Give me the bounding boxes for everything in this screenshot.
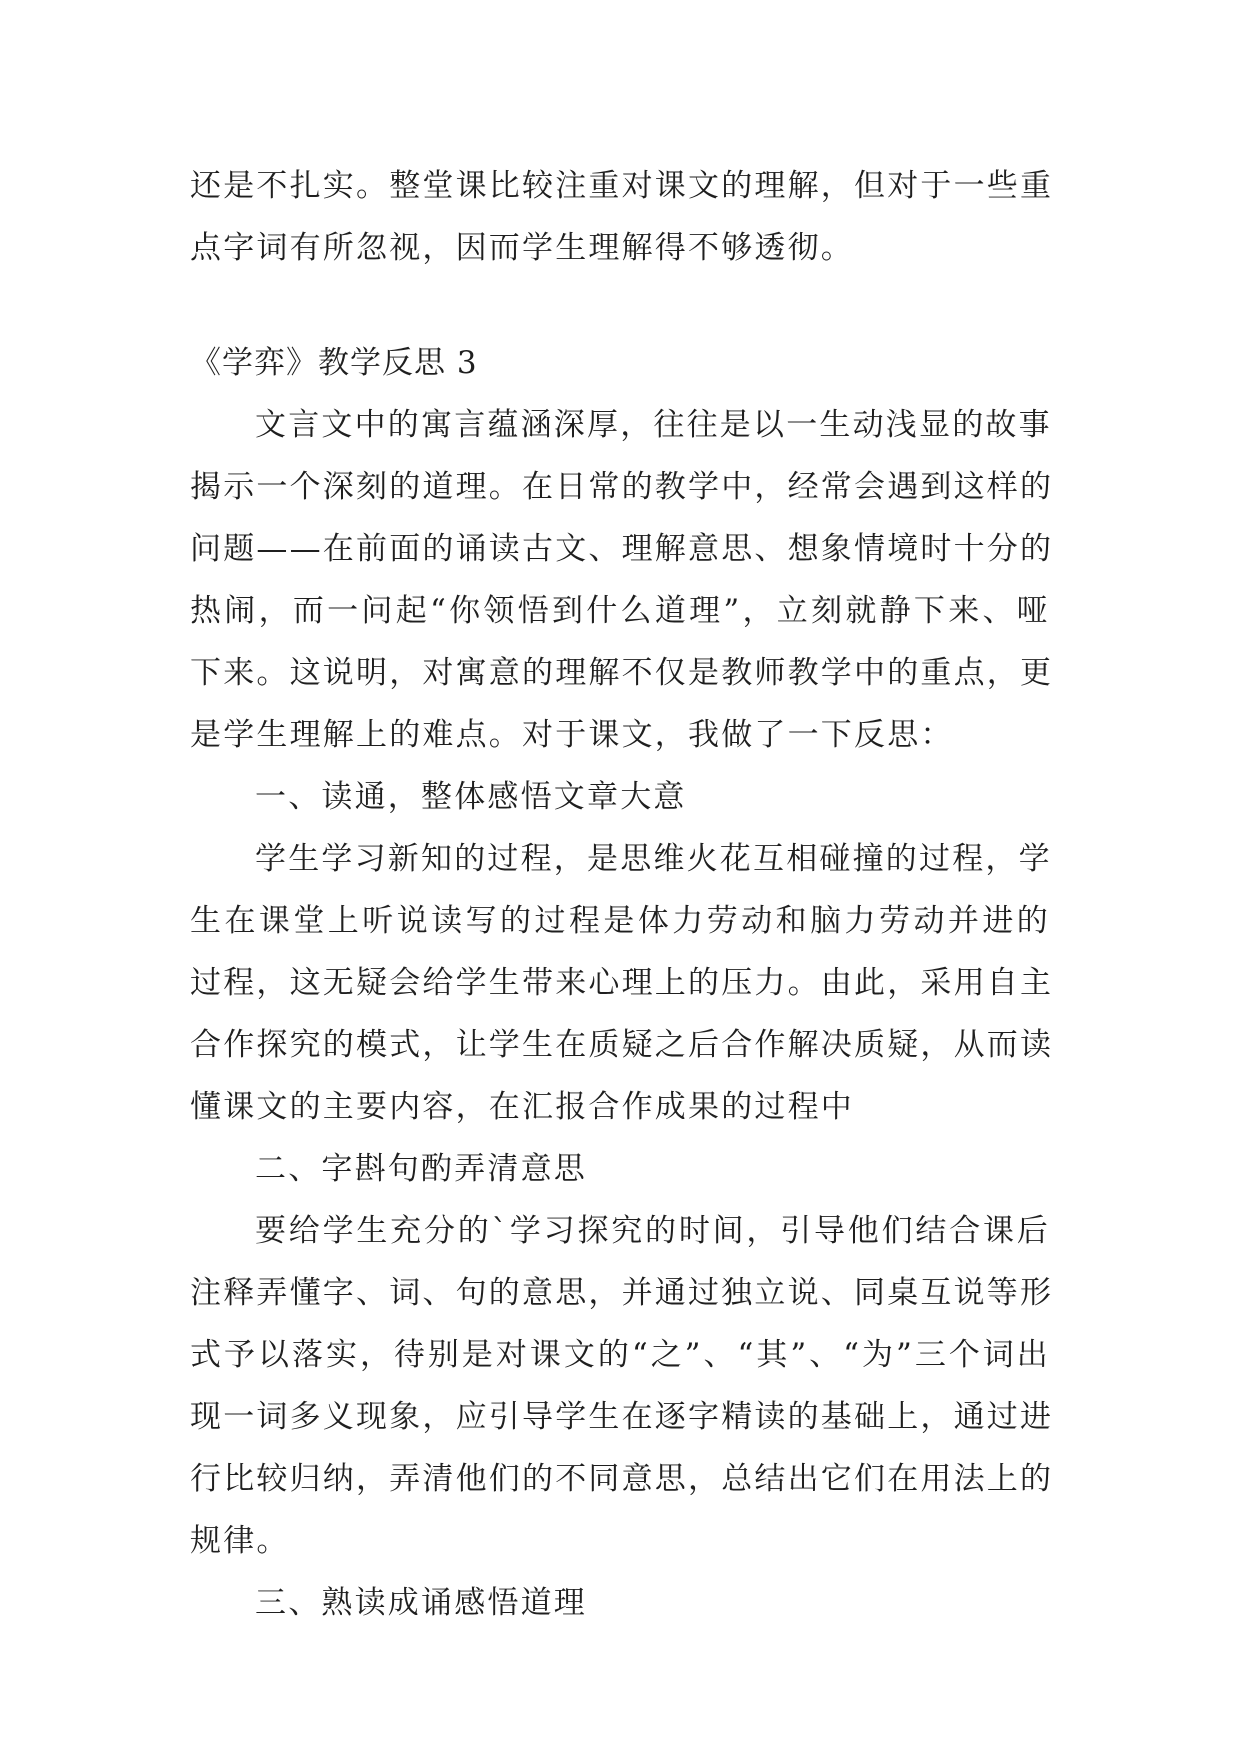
subheading: 一、读通，整体感悟文章大意 (255, 779, 687, 815)
text-line: 点字词有所忽视，因而学生理解得不够透彻。 (190, 230, 854, 266)
text-line: 注释弄懂字、词、句的意思，并通过独立说、同桌互说等形 (190, 1275, 1054, 1311)
text-line: 问题——在前面的诵读古文、理解意思、想象情境时十分的 (190, 531, 1054, 567)
text-line: 合作探究的模式，让学生在质疑之后合作解决质疑，从而读 (190, 1027, 1054, 1063)
text-line: 还是不扎实。整堂课比较注重对课文的理解，但对于一些重 (190, 168, 1054, 204)
text-line: 式予以落实，待别是对课文的“之”、“其”、“为”三个词出 (190, 1337, 1050, 1373)
text-line: 下来。这说明，对寓意的理解不仅是教师教学中的重点，更 (190, 655, 1054, 691)
text-line: 懂课文的主要内容，在汇报合作成果的过程中 (190, 1089, 854, 1125)
section-title: 《学弈》教学反思 3 (190, 345, 478, 381)
text-line: 生在课堂上听说读写的过程是体力劳动和脑力劳动并进的 (190, 903, 1050, 939)
text-line: 要给学生充分的`学习探究的时间，引导他们结合课后 (255, 1213, 1050, 1249)
subheading: 二、字斟句酌弄清意思 (255, 1151, 587, 1187)
text-line: 热闹，而一问起“你领悟到什么道理”，立刻就静下来、哑 (190, 593, 1050, 629)
text-line: 是学生理解上的难点。对于课文，我做了一下反思： (190, 717, 954, 753)
text-line: 过程，这无疑会给学生带来心理上的压力。由此，采用自主 (190, 965, 1054, 1001)
text-line: 揭示一个深刻的道理。在日常的教学中，经常会遇到这样的 (190, 469, 1054, 505)
text-line: 规律。 (190, 1523, 290, 1559)
text-line: 文言文中的寓言蕴涵深厚，往往是以一生动浅显的故事 (255, 407, 1052, 443)
subheading: 三、熟读成诵感悟道理 (255, 1585, 587, 1621)
text-line: 行比较归纳，弄清他们的不同意思，总结出它们在用法上的 (190, 1461, 1054, 1497)
text-line: 现一词多义现象，应引导学生在逐字精读的基础上，通过进 (190, 1399, 1054, 1435)
text-line: 学生学习新知的过程，是思维火花互相碰撞的过程，学 (255, 841, 1052, 877)
